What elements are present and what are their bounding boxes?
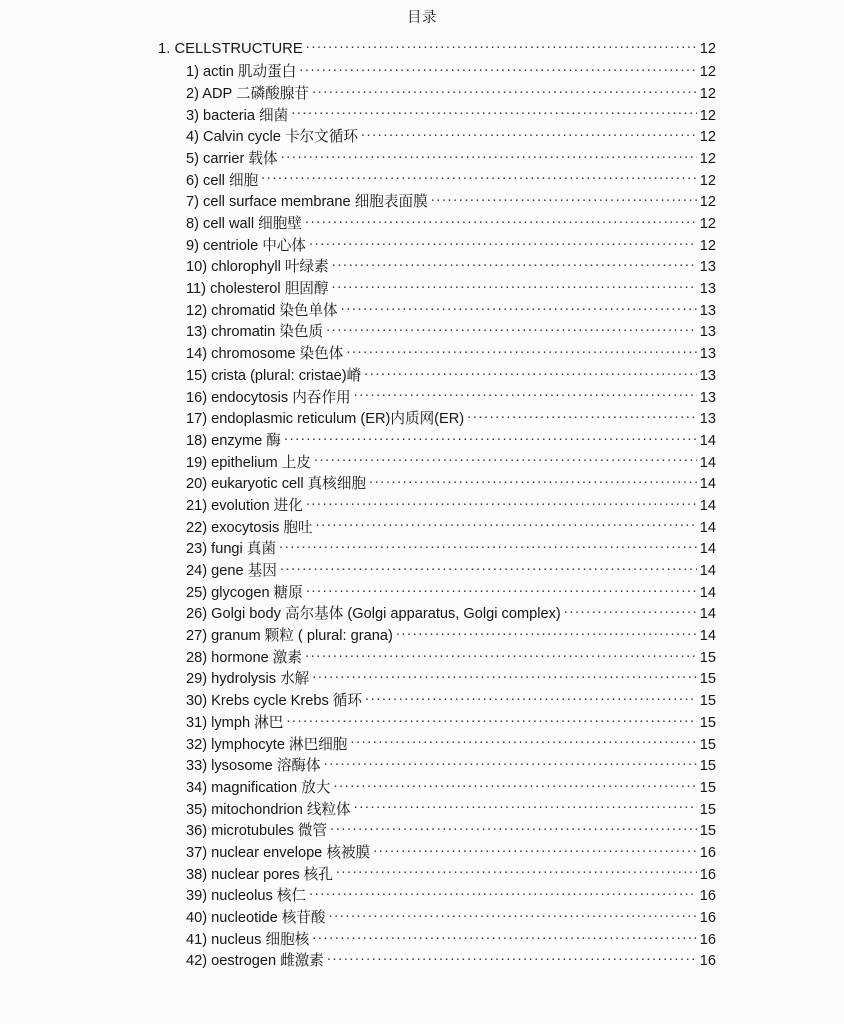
- toc-entry-label: 39) nucleolus 核仁: [186, 888, 307, 905]
- toc-entry-label: 40) nucleotide 核苷酸: [186, 910, 326, 926]
- toc-page-number: 14: [699, 454, 716, 471]
- toc-entry-label: 7) cell surface membrane 细胞表面膜: [186, 194, 428, 211]
- toc-entry-row[interactable]: [186, 928, 716, 950]
- toc-entry-label: 13) chromatin 染色质: [186, 324, 324, 341]
- toc-entry-row[interactable]: [186, 841, 716, 863]
- toc-entry-row[interactable]: [186, 863, 716, 885]
- toc-page-number: 12: [699, 216, 716, 232]
- toc-leader-dots: [306, 39, 697, 54]
- toc-entry-label: 41) nucleus 细胞核: [186, 931, 310, 948]
- toc-entry-label: 25) glycogen 糖原: [186, 584, 303, 601]
- toc-page-number: 12: [699, 85, 716, 102]
- toc-entry-row[interactable]: [186, 733, 716, 755]
- toc-entry-row[interactable]: [186, 711, 716, 733]
- toc-entry-label: 11) cholesterol 胆固醇: [186, 281, 329, 298]
- toc-page-number: 15: [699, 779, 716, 796]
- toc-entry-row[interactable]: [186, 299, 716, 321]
- toc-entry-row[interactable]: [186, 537, 716, 559]
- toc-page-number: 12: [699, 107, 716, 124]
- toc-section-row[interactable]: [158, 39, 716, 61]
- toc-entry-label: 36) microtubules 微管: [186, 823, 328, 840]
- toc-entry-row[interactable]: [186, 104, 716, 126]
- toc-entry-row[interactable]: [186, 602, 716, 624]
- toc-page-number: 13: [699, 367, 716, 384]
- toc-page-number: 12: [699, 64, 716, 81]
- toc-entry-row[interactable]: [186, 516, 716, 538]
- toc-entry-label: 32) lymphocyte 淋巴细胞: [186, 736, 348, 753]
- toc-page-number: 16: [699, 866, 716, 883]
- toc-leader-dots: [350, 734, 697, 749]
- toc-entry-row[interactable]: [186, 798, 716, 820]
- toc-page-number: 13: [699, 324, 716, 341]
- toc-entry-row[interactable]: [186, 320, 716, 342]
- toc-page-number: 13: [699, 411, 716, 428]
- toc-leader-dots: [396, 625, 697, 640]
- toc-entry-label: 9) centriole 中心体: [186, 237, 307, 254]
- toc-entry-label: 23) fungi 真菌: [186, 541, 277, 558]
- toc-page-number: 13: [699, 259, 716, 276]
- toc-entry-row[interactable]: [186, 342, 716, 364]
- toc-leader-dots: [291, 105, 697, 120]
- toc-page-number: 14: [699, 541, 716, 558]
- toc-entry-label: 34) magnification 放大: [186, 779, 331, 796]
- toc-entry-label: 35) mitochondrion 线粒体: [186, 801, 351, 818]
- toc-page-number: 15: [699, 649, 716, 666]
- toc-entry-label: 29) hydrolysis 水解: [186, 671, 310, 688]
- toc-leader-dots: [431, 192, 697, 207]
- toc-entry-label: 10) chlorophyll 叶绿素: [186, 259, 329, 276]
- table-of-contents: [0, 39, 844, 972]
- toc-entry-label: 3) bacteria 细菌: [186, 107, 289, 124]
- toc-entry-row[interactable]: [186, 689, 716, 711]
- toc-entry-label: 19) epithelium 上皮: [186, 454, 311, 471]
- toc-entry-label: 20) eukaryotic cell 真核细胞: [186, 476, 367, 493]
- toc-entry-row[interactable]: [186, 407, 716, 429]
- toc-page-number: 16: [699, 888, 716, 905]
- toc-page-number: 14: [699, 584, 716, 601]
- toc-page-number: 15: [699, 823, 716, 840]
- toc-page-number: 14: [699, 476, 716, 493]
- toc-page-number: 14: [699, 628, 716, 645]
- toc-entry-label: 6) cell 细胞: [186, 172, 259, 189]
- toc-entry-row[interactable]: [186, 559, 716, 581]
- toc-leader-dots: [354, 799, 697, 814]
- toc-entry-row[interactable]: [186, 624, 716, 646]
- toc-entry-row[interactable]: [186, 884, 716, 906]
- toc-entry-label: 27) granum 颗粒 ( plural: grana): [186, 628, 393, 645]
- toc-leader-dots: [305, 213, 697, 228]
- toc-leader-dots: [281, 148, 697, 163]
- toc-entry-label: 15) crista (plural: cristae)嵴: [186, 367, 362, 384]
- toc-leader-dots: [369, 474, 697, 489]
- toc-entry-row[interactable]: [186, 147, 716, 169]
- toc-page-number: 13: [699, 281, 716, 298]
- toc-leader-dots: [336, 864, 697, 879]
- toc-leader-dots: [364, 365, 697, 380]
- toc-leader-dots: [332, 257, 697, 272]
- toc-entry-label: 1) actin 肌动蛋白: [186, 64, 297, 81]
- toc-leader-dots: [326, 322, 697, 337]
- page-title: 目录: [407, 10, 437, 26]
- toc-leader-dots: [331, 278, 697, 293]
- toc-page-number: 16: [699, 953, 716, 970]
- toc-leader-dots: [284, 430, 697, 445]
- toc-leader-dots: [309, 886, 697, 901]
- toc-leader-dots: [306, 495, 697, 510]
- toc-entry-row[interactable]: [186, 234, 716, 256]
- toc-leader-dots: [299, 62, 697, 77]
- toc-entry-label: 28) hormone 激素: [186, 649, 302, 666]
- toc-leader-dots: [467, 409, 697, 424]
- toc-entry-row[interactable]: [186, 754, 716, 776]
- toc-leader-dots: [261, 170, 697, 185]
- toc-leader-dots: [365, 691, 697, 706]
- toc-page-number: 12: [699, 237, 716, 254]
- toc-entry-row[interactable]: [186, 429, 716, 451]
- toc-entry-label: 17) endoplasmic reticulum (ER)内质网(ER): [186, 411, 465, 428]
- toc-page-number: 14: [699, 563, 716, 579]
- toc-entry-label: 4) Calvin cycle 卡尔文循环: [186, 129, 358, 146]
- toc-page-number: 14: [699, 497, 716, 514]
- toc-entry-label: 5) carrier 载体: [186, 150, 278, 167]
- toc-entry-label: 12) chromatid 染色单体: [186, 302, 338, 319]
- toc-entry-row[interactable]: [186, 277, 716, 299]
- toc-leader-dots: [341, 300, 697, 315]
- toc-entry-label: 30) Krebs cycle Krebs 循环: [186, 693, 362, 710]
- toc-leader-dots: [316, 517, 697, 532]
- toc-leader-dots: [312, 929, 697, 944]
- toc-entry-label: 14) chromosome 染色体: [186, 346, 344, 363]
- toc-page-number: 13: [699, 389, 716, 406]
- toc-entry-row[interactable]: [186, 494, 716, 516]
- toc-leader-dots: [314, 452, 697, 467]
- toc-entry-row[interactable]: [186, 364, 716, 386]
- toc-leader-dots: [329, 907, 697, 922]
- toc-page-number: 15: [699, 693, 716, 710]
- toc-entry-label: 16) endocytosis 内吞作用: [186, 389, 351, 406]
- toc-page-number: 13: [699, 302, 716, 319]
- toc-leader-dots: [312, 669, 697, 684]
- toc-leader-dots: [312, 83, 697, 98]
- toc-leader-dots: [354, 387, 697, 402]
- toc-page-number: 14: [699, 519, 716, 536]
- toc-leader-dots: [279, 539, 697, 554]
- toc-page-number: 15: [699, 736, 716, 753]
- toc-entry-row[interactable]: [186, 581, 716, 603]
- toc-entry-label: 18) enzyme 酶: [186, 432, 281, 449]
- toc-page-number: 12: [699, 129, 716, 146]
- toc-leader-dots: [346, 344, 697, 359]
- toc-entry-label: 37) nuclear envelope 核被膜: [186, 844, 371, 861]
- toc-page-number: 12: [699, 172, 716, 189]
- toc-entry-row[interactable]: [186, 386, 716, 408]
- toc-page-number: 14: [699, 432, 716, 449]
- toc-entry-row[interactable]: [186, 949, 716, 971]
- toc-leader-dots: [309, 235, 697, 250]
- toc-leader-dots: [305, 647, 697, 662]
- toc-leader-dots: [286, 712, 697, 727]
- toc-leader-dots: [306, 582, 697, 597]
- toc-entry-row[interactable]: [186, 169, 716, 191]
- toc-page-number: 16: [699, 844, 716, 861]
- toc-entry-label: 8) cell wall 细胞壁: [186, 216, 302, 232]
- toc-page-number: 15: [699, 801, 716, 818]
- toc-entry-row[interactable]: [186, 212, 716, 234]
- toc-entry-label: 26) Golgi body 高尔基体 (Golgi apparatus, Golgi complex): [186, 606, 561, 623]
- toc-leader-dots: [564, 604, 697, 619]
- toc-page-number: 14: [699, 606, 716, 623]
- toc-entry-row[interactable]: [186, 646, 716, 668]
- toc-leader-dots: [280, 560, 697, 575]
- toc-page-number: 16: [699, 931, 716, 948]
- toc-entry-row[interactable]: [186, 906, 716, 928]
- toc-entry-label: 31) lymph 淋巴: [186, 714, 284, 731]
- toc-page-number: 12: [699, 194, 716, 211]
- toc-entry-row[interactable]: [186, 819, 716, 841]
- toc-page-number: 16: [699, 910, 716, 926]
- toc-leader-dots: [327, 951, 697, 966]
- toc-entry-label: 21) evolution 进化: [186, 497, 303, 514]
- toc-entry-row[interactable]: [186, 776, 716, 798]
- toc-page-number: 13: [699, 346, 716, 363]
- toc-entry-label: 24) gene 基因: [186, 563, 277, 579]
- toc-entry-row[interactable]: [186, 255, 716, 277]
- toc-leader-dots: [324, 756, 697, 771]
- toc-entry-row[interactable]: [186, 60, 716, 82]
- toc-entry-label: 1. CELLSTRUCTURE: [158, 41, 303, 58]
- toc-entry-label: 22) exocytosis 胞吐: [186, 519, 313, 536]
- toc-leader-dots: [333, 777, 697, 792]
- toc-entry-row[interactable]: [186, 82, 716, 104]
- toc-page-number: 12: [699, 150, 716, 167]
- toc-leader-dots: [361, 127, 697, 142]
- toc-entry-label: 2) ADP 二磷酸腺苷: [186, 85, 309, 102]
- toc-page-number: 15: [699, 714, 716, 731]
- toc-entry-label: 38) nuclear pores 核孔: [186, 866, 333, 883]
- toc-page-number: 15: [699, 671, 716, 688]
- toc-page-number: 12: [699, 41, 716, 58]
- toc-entry-row[interactable]: [186, 125, 716, 147]
- toc-leader-dots: [330, 821, 697, 836]
- toc-entry-row[interactable]: [186, 451, 716, 473]
- toc-entry-row[interactable]: [186, 190, 716, 212]
- toc-leader-dots: [373, 842, 697, 857]
- toc-page-number: 15: [699, 758, 716, 775]
- toc-entry-label: 33) lysosome 溶酶体: [186, 758, 321, 775]
- toc-entry-label: 42) oestrogen 雌激素: [186, 953, 324, 970]
- toc-entry-row[interactable]: [186, 667, 716, 689]
- toc-entry-row[interactable]: [186, 472, 716, 494]
